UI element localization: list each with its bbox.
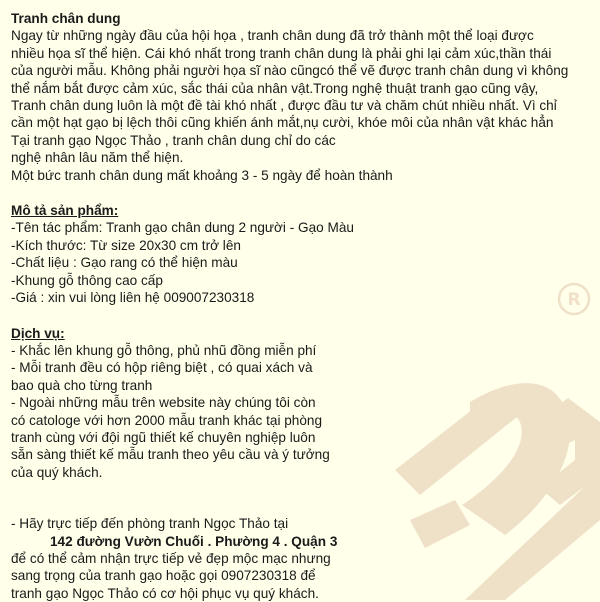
svg-text:R: R xyxy=(567,290,581,310)
service-detail: - Mỗi tranh đều có hộp riêng biệt , có quai xách và xyxy=(11,360,313,376)
intro-line: của người mẫu. Không phải người họa sĩ nào cũngcó thể vẽ được tranh chân dung vì không xyxy=(11,63,569,79)
product-detail: -Tên tác phẩm: Tranh gạo chân dung 2 người - Gạo Màu xyxy=(11,220,354,236)
product-detail: -Chất liệu : Gạo rang có thể hiện màu xyxy=(11,255,238,271)
service-heading: Dịch vụ: xyxy=(11,325,65,341)
intro-line: nghệ nhân lâu năm thể hiện. xyxy=(11,150,184,166)
section-spacer xyxy=(11,481,591,515)
contact-line: để có thể cảm nhận trực tiếp vẻ đẹp mộc mạc nhưng xyxy=(11,550,331,566)
article xyxy=(11,10,591,602)
service-detail: - Khắc lên khung gỗ thông, phủ nhũ đồng miễn phí xyxy=(11,342,317,358)
product-detail: -Kích thước: Từ size 20x30 cm trở lên xyxy=(11,237,241,253)
contact-line: tranh gạo Ngọc Thảo có cơ hội phục vụ quý khách. xyxy=(11,585,319,601)
section-spacer xyxy=(11,184,591,202)
intro-line: Tại tranh gạo Ngọc Thảo , tranh chân dung chỉ do các xyxy=(11,132,336,148)
product-detail: -Khung gỗ thông cao cấp xyxy=(11,272,163,288)
article-title: Tranh chân dung xyxy=(11,11,121,26)
intro-line: cần một hạt gạo bị lệch thôi cũng khiến ánh mắt,nụ cười, khóe môi của nhân vật khác hẳn xyxy=(11,115,554,131)
intro-line: Tranh chân dung luôn là một đề tài khó nhất , được đầu tư và chăm chút nhiều nhất. Vì chỉ xyxy=(11,98,557,114)
service-detail: sẵn sàng thiết kế mẫu tranh theo yêu cầu và ý tưởng xyxy=(11,447,330,463)
intro-line: thể nắm bắt được cảm xúc, sắc thái của nhân vật.Trong nghệ thuật tranh gạo cũng vậy, xyxy=(11,80,539,96)
product-heading: Mô tả sản phẩm: xyxy=(11,203,119,219)
service-detail: của quý khách. xyxy=(11,464,103,480)
intro-line: nhiều họa sĩ thể hiện. Cái khó nhất trong tranh chân dung là phải ghi lại cảm xúc,thần thái xyxy=(11,45,552,61)
store-address: 142 đường Vườn Chuối . Phường 4 . Quận 3 xyxy=(50,533,338,549)
product-detail: -Giá : xin vui lòng liên hệ 009007230318 xyxy=(11,290,255,306)
service-detail: - Ngoài những mẫu trên website này chúng tôi còn xyxy=(11,395,316,411)
service-detail: tranh cùng với đội ngũ thiết kế chuyên nghiệp luôn xyxy=(11,429,316,445)
section-spacer xyxy=(11,307,591,325)
service-detail: có catologe với hơn 2000 mẫu tranh khác tại phòng xyxy=(11,412,323,428)
contact-line: sang trọng của tranh gạo hoặc gọi 0907230318 để xyxy=(11,568,316,584)
contact-line: - Hãy trực tiếp đến phòng tranh Ngọc Thảo tại xyxy=(11,516,289,532)
service-detail: bao quà cho từng tranh xyxy=(11,377,153,393)
intro-line: Một bức tranh chân dung mất khoảng 3 - 5 ngày để hoàn thành xyxy=(11,167,393,183)
intro-line: Ngay từ những ngày đầu của hội họa , tranh chân dung đã trở thành một thể loại được xyxy=(11,28,534,44)
